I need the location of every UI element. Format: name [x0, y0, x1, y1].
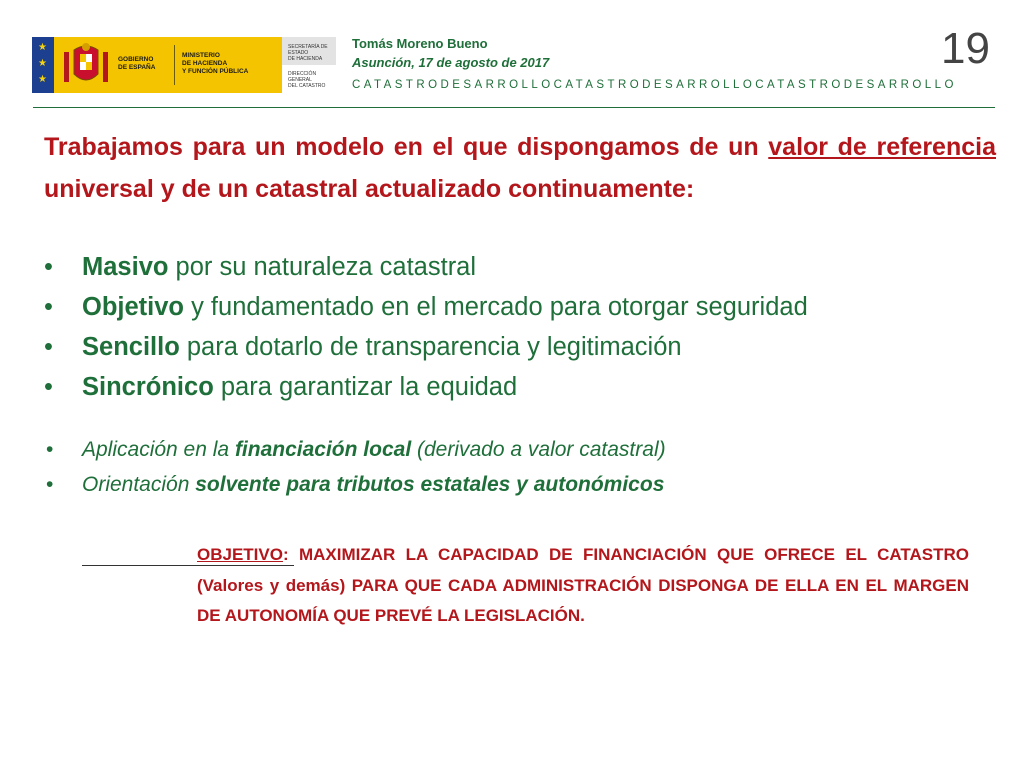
secondary-bullet-list	[44, 432, 996, 502]
objective-label: OBJETIVO	[197, 545, 283, 564]
ministerio-text: MINISTERIO DE HACIENDA Y FUNCIÓN PÚBLICA	[182, 52, 249, 75]
objective-paragraph: OBJETIVO: MAXIMIZAR LA CAPACIDAD DE FINANCIACIÓN QUE OFRECE EL CATASTRO (Valores y demás) PARA QUE CADA ADMINISTRACIÓN DISPONGA DE ELLA EN EL MARGEN DE AUTONOMÍA QUE PREVÉ LA LEGISLACIÓN.	[197, 545, 969, 625]
star-icon: ★	[38, 42, 47, 53]
list-item: • Masivo por su naturaleza catastral	[44, 247, 996, 287]
list-item: • Sincrónico para garantizar la equidad	[44, 367, 996, 407]
list-item: • Aplicación en la financiación local (derivado a valor catastral)	[44, 432, 996, 467]
star-icon: ★	[38, 74, 47, 85]
bullet-icon: •	[44, 253, 53, 281]
bullet-icon: •	[46, 473, 54, 496]
secretaria-panel	[282, 37, 336, 93]
presentation-date: Asunción, 17 de agosto de 2017	[352, 55, 550, 70]
header-banner: CATASTRODESARROLLOCATASTRODESARROLLOCATASTRODESARROLLO	[352, 79, 957, 91]
list-item: • Orientación solvente para tributos estatales y autonómicos	[44, 467, 996, 502]
bullet-icon: •	[44, 333, 53, 361]
direccion-text: DIRECCIÓN GENERAL DEL CATASTRO	[288, 71, 326, 89]
bullet-icon: •	[44, 293, 53, 321]
eu-flag-strip	[32, 37, 54, 93]
valor-referencia-term: valor de referencia	[768, 133, 996, 161]
list-item: • Sencillo para dotarlo de transparencia y legitimación	[44, 327, 996, 367]
bullet-icon: •	[46, 438, 54, 461]
bullet-icon: •	[44, 373, 53, 401]
list-item: • Objetivo y fundamentado en el mercado para otorgar seguridad	[44, 287, 996, 327]
main-bullet-list	[44, 247, 996, 407]
logo-divider	[174, 45, 175, 85]
star-icon: ★	[38, 58, 47, 69]
secretaria-text: SECRETARÍA DE ESTADO DE HACIENDA	[288, 44, 328, 62]
slide-number: 19	[941, 24, 990, 73]
header-divider	[33, 107, 995, 108]
intro-paragraph: Trabajamos para un modelo en el que dispongamos de un valor de referencia universal y de un catastral actualizado continuamente:	[44, 133, 996, 203]
author-name: Tomás Moreno Bueno	[352, 36, 488, 51]
government-logo	[32, 37, 336, 93]
gobierno-logo-panel	[54, 37, 282, 93]
coat-of-arms-icon	[60, 42, 112, 88]
gobierno-text: GOBIERNO DE ESPAÑA	[118, 56, 156, 71]
